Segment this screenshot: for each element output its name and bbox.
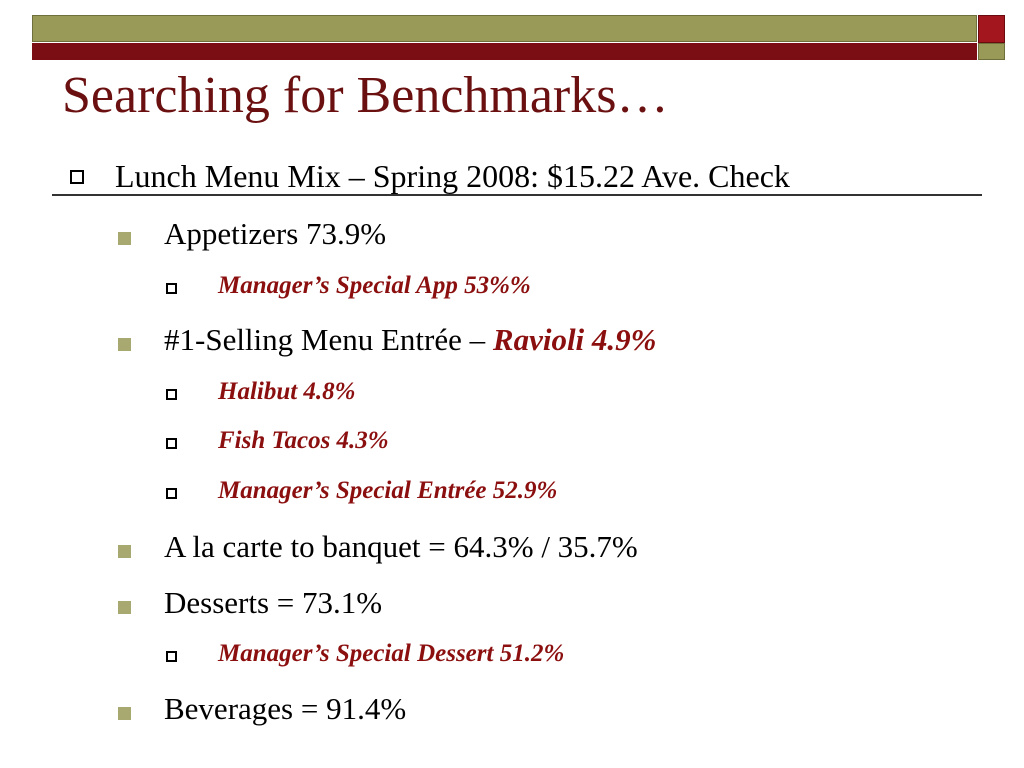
filled-square-icon <box>118 707 131 720</box>
corner-olive-square <box>978 43 1005 60</box>
filled-square-icon <box>118 232 131 245</box>
header-underline <box>52 194 982 196</box>
filled-square-icon <box>118 601 131 614</box>
bullet-text: Halibut 4.8% <box>218 378 356 405</box>
maroon-band <box>32 43 977 60</box>
bullet-text: #1-Selling Menu Entrée – <box>164 322 493 357</box>
bullet-text: Manager’s Special Dessert 51.2% <box>218 640 565 667</box>
bullet-text: Desserts = 73.1% <box>164 585 383 620</box>
hollow-square-icon <box>166 488 177 499</box>
filled-square-icon <box>118 545 131 558</box>
hollow-square-icon <box>166 389 177 400</box>
bullet-text-wrapper <box>164 322 657 358</box>
bullet-highlight: Ravioli 4.9% <box>492 322 657 357</box>
bullet-text: Manager’s Special App 53%% <box>218 272 531 299</box>
bullet-text: Fish Tacos 4.3% <box>218 427 389 454</box>
bullet-text: A la carte to banquet = 64.3% / 35.7% <box>164 529 638 564</box>
bullet-text: Appetizers 73.9% <box>164 216 387 251</box>
corner-red-square <box>978 15 1005 43</box>
bullet-text: Lunch Menu Mix – Spring 2008: $15.22 Ave. Check <box>115 158 790 194</box>
header-decoration <box>0 0 1024 68</box>
olive-band <box>32 15 977 42</box>
hollow-square-icon <box>166 283 177 294</box>
filled-square-icon <box>118 338 131 351</box>
bullet-text: Manager’s Special Entrée 52.9% <box>218 477 558 504</box>
hollow-square-icon <box>166 651 177 662</box>
slide-title: Searching for Benchmarks… <box>62 67 669 124</box>
hollow-square-icon <box>166 438 177 449</box>
hollow-square-icon <box>70 170 84 184</box>
bullet-text: Beverages = 91.4% <box>164 691 407 726</box>
